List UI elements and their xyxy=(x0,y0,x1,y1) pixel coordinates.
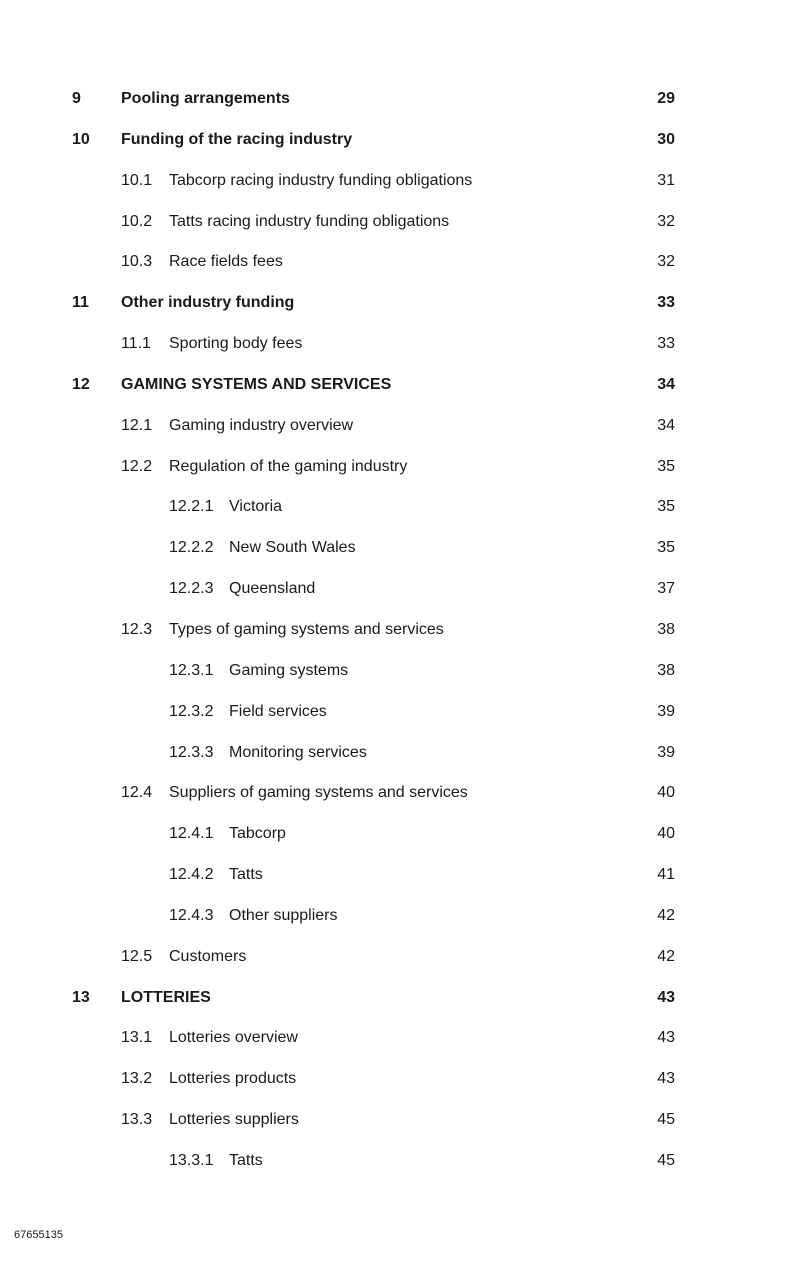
toc-entry[interactable] xyxy=(0,283,810,324)
toc-entry-number: 10.2 xyxy=(121,212,153,230)
toc-entry[interactable] xyxy=(0,487,810,528)
toc-entry-number: 12.2.1 xyxy=(169,498,214,516)
toc-entry[interactable] xyxy=(0,161,810,202)
toc-entry[interactable] xyxy=(0,651,810,692)
toc-entry-page-number: 42 xyxy=(657,906,675,924)
toc-entry-title: Regulation of the gaming industry xyxy=(169,457,408,475)
toc-entry-page-number: 39 xyxy=(657,743,675,761)
toc-entry[interactable] xyxy=(0,324,810,365)
toc-entry-page-number: 43 xyxy=(657,1029,675,1047)
toc-entry-page-number: 34 xyxy=(657,375,675,393)
toc-entry-title: Tabcorp racing industry funding obligations xyxy=(169,171,473,189)
toc-entry-number: 13.1 xyxy=(121,1029,153,1047)
toc-entry-title: GAMING SYSTEMS AND SERVICES xyxy=(121,375,392,393)
toc-entry-page-number: 40 xyxy=(657,784,675,802)
toc-entry-number: 10.3 xyxy=(121,253,153,271)
toc-entry-number: 12.2.3 xyxy=(169,580,214,598)
toc-entry-page-number: 40 xyxy=(657,825,675,843)
toc-entry[interactable] xyxy=(0,365,810,406)
toc-entry-title: Types of gaming systems and services xyxy=(169,620,444,638)
toc-entry[interactable] xyxy=(0,447,810,488)
toc-entry-number: 12.3.2 xyxy=(169,702,214,720)
toc-entry[interactable] xyxy=(0,406,810,447)
toc-entry[interactable] xyxy=(0,937,810,978)
toc-entry-title: Customers xyxy=(169,947,247,965)
toc-entry-title: Victoria xyxy=(229,498,283,516)
toc-entry-page-number: 45 xyxy=(657,1111,675,1129)
toc-entry[interactable] xyxy=(0,569,810,610)
toc-entry-title: Suppliers of gaming systems and services xyxy=(169,784,468,802)
toc-entry-title: Pooling arrangements xyxy=(121,90,290,107)
toc-entry-title: Field services xyxy=(229,702,327,720)
toc-entry-page-number: 30 xyxy=(657,130,675,148)
toc-entry-title: Funding of the racing industry xyxy=(121,130,353,148)
toc-entry-title: New South Wales xyxy=(229,539,356,557)
toc-entry[interactable] xyxy=(0,79,810,120)
toc-entry[interactable] xyxy=(0,528,810,569)
toc-entry-number: 13 xyxy=(72,988,90,1006)
toc-entry-title: Sporting body fees xyxy=(169,335,303,353)
toc-entry-number: 10.1 xyxy=(121,171,153,189)
toc-entry-page-number: 38 xyxy=(657,661,675,679)
toc-entry[interactable] xyxy=(0,692,810,733)
toc-entry-number: 12.4 xyxy=(121,784,153,802)
toc-entry-title: Gaming systems xyxy=(229,661,349,679)
toc-entry-number: 12.1 xyxy=(121,416,153,434)
toc-entry-page-number: 43 xyxy=(657,1070,675,1088)
toc-entry-title: Tatts xyxy=(229,1151,263,1169)
toc-entry-page-number: 31 xyxy=(657,171,675,189)
toc-entry-title: Race fields fees xyxy=(169,253,283,271)
toc-entry-number: 12.4.2 xyxy=(169,866,214,884)
toc-entry-page-number: 41 xyxy=(657,866,675,884)
toc-entry-number: 11 xyxy=(72,294,89,312)
toc-entry-number: 12.4.1 xyxy=(169,825,214,843)
toc-entry[interactable] xyxy=(0,242,810,283)
toc-entry-title: Gaming industry overview xyxy=(169,416,354,434)
toc-entry[interactable] xyxy=(0,855,810,896)
toc-entry-number: 12.5 xyxy=(121,947,153,965)
toc-entry-title: LOTTERIES xyxy=(121,988,211,1006)
toc-entry[interactable] xyxy=(0,1141,810,1182)
toc-entry-title: Monitoring services xyxy=(229,743,367,761)
toc-entry-number: 9 xyxy=(72,90,81,107)
toc-entry-number: 12.2.2 xyxy=(169,539,214,557)
toc-entry-title: Lotteries suppliers xyxy=(169,1111,299,1129)
toc-entry-page-number: 33 xyxy=(657,294,675,312)
toc-entry-number: 13.3.1 xyxy=(169,1151,214,1169)
toc-entry-title: Other suppliers xyxy=(229,906,338,924)
toc-entry-page-number: 45 xyxy=(657,1151,675,1169)
toc-entry-number: 12.3.3 xyxy=(169,743,214,761)
toc-entry-page-number: 42 xyxy=(657,947,675,965)
toc-entry-page-number: 35 xyxy=(657,539,675,557)
toc-entry-title: Tatts xyxy=(229,866,263,884)
toc-entry-number: 13.3 xyxy=(121,1111,153,1129)
toc-entry-page-number: 43 xyxy=(657,988,675,1006)
toc-entry-number: 10 xyxy=(72,130,90,148)
toc-entry[interactable] xyxy=(0,814,810,855)
toc-entry[interactable] xyxy=(0,733,810,774)
toc-entry-page-number: 29 xyxy=(657,90,675,107)
toc-entry-title: Lotteries products xyxy=(169,1070,297,1088)
toc-entry-page-number: 35 xyxy=(657,457,675,475)
toc-entry-page-number: 39 xyxy=(657,702,675,720)
toc-entry-page-number: 34 xyxy=(657,416,675,434)
toc-entry-number: 11.1 xyxy=(121,335,151,353)
toc-entry-page-number: 33 xyxy=(657,335,675,353)
toc-entry[interactable] xyxy=(0,1018,810,1059)
toc-entry-title: Tatts racing industry funding obligations xyxy=(169,212,450,230)
toc-entry-title: Tabcorp xyxy=(229,825,286,843)
toc-entry[interactable] xyxy=(0,773,810,814)
toc-entry-number: 12.2 xyxy=(121,457,153,475)
toc-entry[interactable] xyxy=(0,1059,810,1100)
toc-entry[interactable] xyxy=(0,610,810,651)
toc-entry[interactable] xyxy=(0,120,810,161)
toc-entry-number: 13.2 xyxy=(121,1070,153,1088)
toc-entry-page-number: 38 xyxy=(657,620,675,638)
toc-entry-page-number: 35 xyxy=(657,498,675,516)
toc-entry-title: Lotteries overview xyxy=(169,1029,298,1047)
toc-entry-page-number: 32 xyxy=(657,212,675,230)
toc-entry[interactable] xyxy=(0,202,810,243)
toc-entry-number: 12.3 xyxy=(121,620,153,638)
toc-entry-title: Other industry funding xyxy=(121,294,295,312)
toc-entry[interactable] xyxy=(0,978,810,1019)
toc-entry-page-number: 32 xyxy=(657,253,675,271)
document-id: 67655135 xyxy=(14,1229,63,1241)
toc-entry-number: 12 xyxy=(72,375,90,393)
toc-entry[interactable] xyxy=(0,896,810,937)
toc-entry-page-number: 37 xyxy=(657,580,675,598)
toc-entry[interactable] xyxy=(0,1100,810,1141)
table-of-contents xyxy=(0,79,810,1182)
toc-entry-title: Queensland xyxy=(229,580,316,598)
toc-entry-number: 12.3.1 xyxy=(169,661,214,679)
toc-entry-number: 12.4.3 xyxy=(169,906,214,924)
